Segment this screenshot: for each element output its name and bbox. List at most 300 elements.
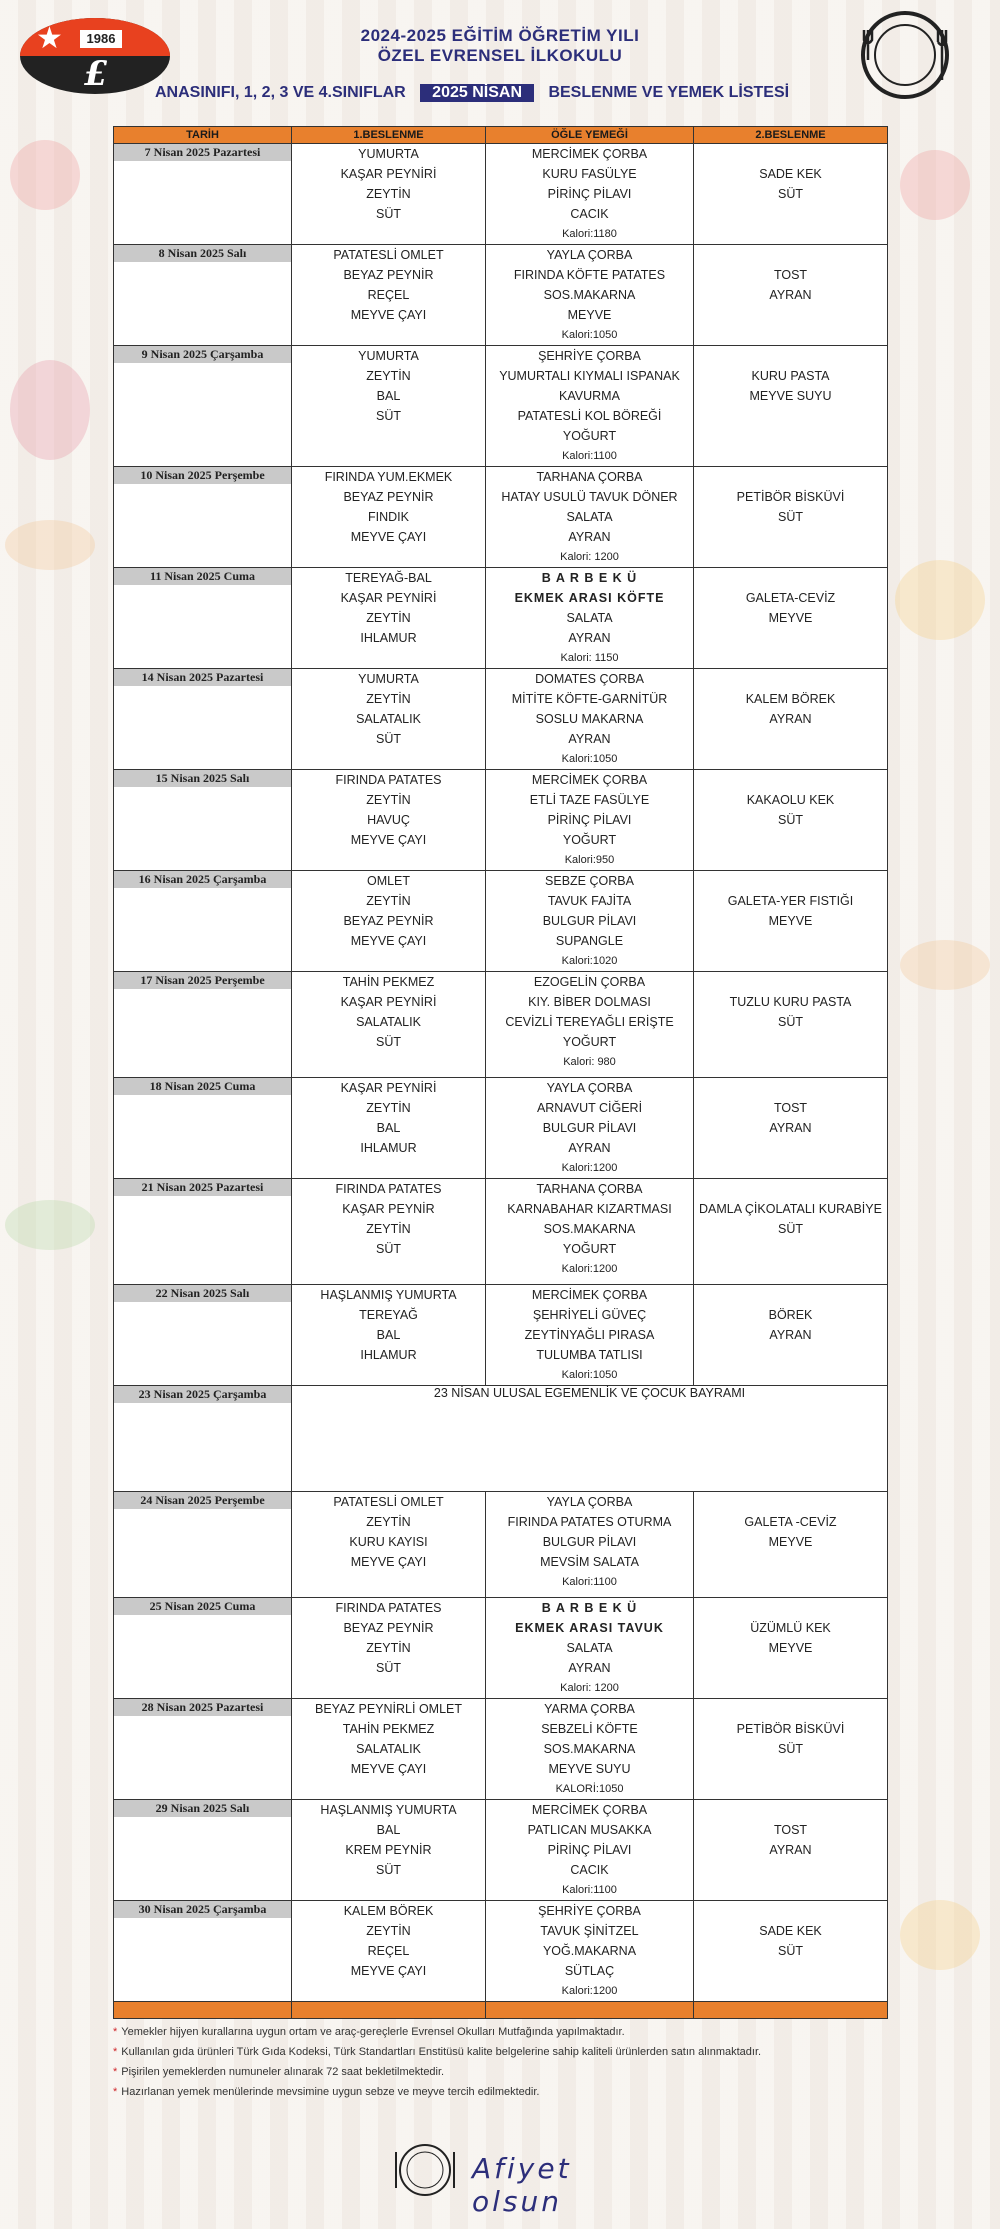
star-icon: ★	[36, 21, 63, 56]
snack-item: FINDIK	[368, 510, 409, 524]
subtitle-left: ANASINIFI, 1, 2, 3 VE 4.SINIFLAR	[155, 84, 406, 101]
lunch-item: ZEYTİNYAĞLI PIRASA	[524, 1328, 655, 1342]
table-row	[114, 1598, 888, 1699]
date-label: 22 Nisan 2025 Salı	[114, 1285, 291, 1302]
lunch-item: YOĞURT	[562, 1035, 617, 1049]
lunch-item: SÜTLAÇ	[564, 1964, 615, 1978]
date-label: 15 Nisan 2025 Salı	[114, 770, 291, 787]
snack-item: SÜT	[376, 732, 401, 746]
lunch-cell	[486, 245, 694, 346]
date-label: 8 Nisan 2025 Salı	[114, 245, 291, 262]
snack-item: KAŞAR PEYNİRİ	[340, 591, 437, 605]
snack-item: OMLET	[366, 874, 411, 888]
table-footer-row	[114, 2002, 888, 2019]
snack-item: ZEYTİN	[366, 793, 411, 807]
lunch-item: B A R B E K Ü	[541, 571, 638, 585]
second-snack-cell	[694, 1078, 888, 1179]
snack-item: ZEYTİN	[366, 1515, 411, 1529]
lunch-item: KIY. BİBER DOLMASI	[528, 995, 651, 1009]
afiyet-footer	[390, 2140, 670, 2218]
snack-item: BAL	[376, 389, 401, 403]
snack-item: MEYVE	[768, 1535, 813, 1549]
snack-item: ZEYTİN	[366, 894, 411, 908]
snack-item: MEYVE SUYU	[749, 389, 832, 403]
lunch-item: Kalori: 1200	[560, 1682, 619, 1694]
lunch-item: YAYLA ÇORBA	[546, 1081, 633, 1095]
table-row	[114, 245, 888, 346]
lunch-item: HATAY USULÜ TAVUK DÖNER	[501, 490, 678, 504]
snack-item: ZEYTİN	[366, 1222, 411, 1236]
snack-item: SÜT	[778, 1742, 803, 1756]
snack-item: KALEM BÖREK	[343, 1904, 434, 1918]
lunch-item: FIRINDA PATATES OTURMA	[507, 1515, 672, 1529]
lunch-cell	[486, 1598, 694, 1699]
date-label: 30 Nisan 2025 Çarşamba	[114, 1901, 291, 1918]
lunch-cell	[486, 1179, 694, 1285]
snack-item: KAKAOLU KEK	[746, 793, 835, 807]
notes	[113, 2022, 893, 2102]
date-label: 28 Nisan 2025 Pazartesi	[114, 1699, 291, 1716]
table-row	[114, 144, 888, 245]
lunch-item: Kalori: 980	[563, 1056, 616, 1068]
snack-item: SÜT	[778, 1015, 803, 1029]
first-snack-cell	[292, 1078, 486, 1179]
subtitle	[155, 84, 795, 106]
snack-item: SÜT	[376, 1035, 401, 1049]
lunch-item: PATATESLİ KOL BÖREĞİ	[517, 409, 662, 423]
lunch-item: SOS.MAKARNA	[543, 288, 636, 302]
note-item: * Yemekler hijyen kurallarına uygun ortam ve araç-gereçlerle Evrensel Okulları Mutfağında yapılmaktadır.	[113, 2026, 625, 2038]
lunch-cell	[486, 1901, 694, 2002]
date-cell	[114, 467, 292, 568]
header-date: TARİH	[114, 127, 292, 144]
lunch-cell	[486, 770, 694, 871]
snack-item: SÜT	[778, 510, 803, 524]
snack-item: AYRAN	[769, 1121, 812, 1135]
lunch-item: SUPANGLE	[555, 934, 624, 948]
snack-item: MEYVE ÇAYI	[350, 308, 427, 322]
date-cell	[114, 1386, 292, 1492]
second-snack-cell	[694, 568, 888, 669]
snack-item: IHLAMUR	[360, 631, 417, 645]
date-label: 17 Nisan 2025 Perşembe	[114, 972, 291, 989]
lunch-item: MİTİTE KÖFTE-GARNİTÜR	[511, 692, 668, 706]
lunch-item: YOĞURT	[562, 1242, 617, 1256]
table-row	[114, 972, 888, 1078]
snack-item: BAL	[376, 1823, 401, 1837]
snack-item: KAŞAR PEYNİR	[342, 1202, 435, 1216]
second-snack-cell	[694, 1598, 888, 1699]
deco-pepper	[5, 1200, 95, 1250]
lunch-item: KURU FASÜLYE	[542, 167, 637, 181]
snack-item: SÜT	[376, 409, 401, 423]
deco-bread	[5, 520, 95, 570]
snack-item: SÜT	[376, 1661, 401, 1675]
snack-item: MEYVE	[768, 1641, 813, 1655]
snack-item: GALETA-CEVİZ	[745, 591, 836, 605]
menu-table	[113, 126, 888, 2019]
title-line-1: 2024-2025 EĞİTİM ÖĞRETİM YILI	[360, 26, 640, 45]
table-row	[114, 346, 888, 467]
snack-item: PETİBÖR BİSKÜVİ	[736, 490, 845, 504]
lunch-item: YARMA ÇORBA	[544, 1702, 635, 1716]
lunch-item: ETLİ TAZE FASÜLYE	[529, 793, 650, 807]
lunch-item: Kalori:1050	[561, 753, 618, 765]
snack-item: KALEM BÖREK	[745, 692, 836, 706]
lunch-cell	[486, 144, 694, 245]
date-cell	[114, 1078, 292, 1179]
first-snack-cell	[292, 245, 486, 346]
lunch-cell	[486, 1699, 694, 1800]
table-row	[114, 467, 888, 568]
lunch-item: BULGUR PİLAVI	[542, 1121, 637, 1135]
second-snack-cell	[694, 1901, 888, 2002]
snack-item: MEYVE ÇAYI	[350, 1762, 427, 1776]
lunch-item: BULGUR PİLAVI	[542, 1535, 637, 1549]
snack-item: KAŞAR PEYNİRİ	[340, 1081, 437, 1095]
table-row	[114, 1492, 888, 1598]
table-row	[114, 1800, 888, 1901]
header-lunch: ÖĞLE YEMEĞİ	[486, 127, 694, 144]
snack-item: KREM PEYNİR	[345, 1843, 432, 1857]
date-cell	[114, 770, 292, 871]
snack-item: ZEYTİN	[366, 1101, 411, 1115]
snack-item: SÜT	[778, 1222, 803, 1236]
afiyet-text: Afiyet olsun	[472, 2152, 572, 2218]
lunch-cell	[486, 467, 694, 568]
deco-cherry	[10, 140, 80, 210]
lunch-item: ARNAVUT CİĞERİ	[536, 1101, 643, 1115]
lunch-item: CACIK	[570, 1863, 609, 1877]
snack-item: GALETA-YER FISTIĞI	[727, 894, 854, 908]
lunch-item: Kalori:1100	[562, 1576, 617, 1588]
snack-item: FIRINDA YUM.EKMEK	[324, 470, 453, 484]
lunch-cell	[486, 1492, 694, 1598]
snack-item: PATATESLİ OMLET	[333, 248, 444, 262]
table-header-row	[114, 127, 888, 144]
lunch-item: EKMEK ARASI TAVUK	[515, 1621, 664, 1635]
date-label: 11 Nisan 2025 Cuma	[114, 568, 291, 585]
lunch-item: Kalori:1200	[561, 1263, 618, 1275]
date-label: 25 Nisan 2025 Cuma	[114, 1598, 291, 1615]
snack-item: FIRINDA PATATES	[335, 1182, 442, 1196]
header	[0, 0, 1000, 120]
lunch-item: Kalori:1200	[561, 1162, 618, 1174]
snack-item: DAMLA ÇİKOLATALI KURABİYE	[699, 1202, 882, 1216]
lunch-item: YAYLA ÇORBA	[546, 248, 633, 262]
snack-item: BEYAZ PEYNİRLİ OMLET	[314, 1702, 463, 1716]
lunch-item: Kalori:1100	[562, 1884, 617, 1896]
snack-item: ZEYTİN	[366, 611, 411, 625]
lunch-item: Kalori:1050	[561, 329, 618, 341]
date-cell	[114, 1492, 292, 1598]
lunch-item: TARHANA ÇORBA	[536, 1182, 643, 1196]
snack-item: BEYAZ PEYNİR	[343, 268, 434, 282]
snack-item: HAŞLANMIŞ YUMURTA	[320, 1803, 457, 1817]
snack-item: SÜT	[376, 1863, 401, 1877]
lunch-item: MEYVE SUYU	[548, 1762, 631, 1776]
lunch-cell	[486, 568, 694, 669]
table-row	[114, 568, 888, 669]
lunch-item: SOS.MAKARNA	[543, 1222, 636, 1236]
subtitle-right: BESLENME VE YEMEK LİSTESİ	[548, 84, 790, 101]
first-snack-cell	[292, 972, 486, 1078]
lunch-cell	[486, 669, 694, 770]
first-snack-cell	[292, 1285, 486, 1386]
snack-item: ZEYTİN	[366, 187, 411, 201]
snack-item: IHLAMUR	[360, 1141, 417, 1155]
lunch-item: MERCİMEK ÇORBA	[531, 147, 648, 161]
snack-item: MEYVE ÇAYI	[350, 530, 427, 544]
deco-cherry-right	[900, 150, 970, 220]
note-item: * Hazırlanan yemek menülerinde mevsimine uygun sebze ve meyve tercih edilmektedir.	[113, 2086, 540, 2098]
first-snack-cell	[292, 1492, 486, 1598]
date-cell	[114, 1598, 292, 1699]
snack-item: AYRAN	[769, 1843, 812, 1857]
lunch-item: ŞEHRİYE ÇORBA	[538, 349, 641, 363]
date-label: 23 Nisan 2025 Çarşamba	[114, 1386, 291, 1403]
lunch-item: Kalori:950	[564, 854, 615, 866]
date-cell	[114, 1800, 292, 1901]
lunch-item: PİRİNÇ PİLAVI	[547, 813, 632, 827]
snack-item: REÇEL	[367, 288, 410, 302]
deco-cheese	[895, 560, 985, 640]
lunch-item: ŞEHRİYELİ GÜVEÇ	[532, 1308, 647, 1322]
snack-item: MEYVE ÇAYI	[350, 934, 427, 948]
lunch-item: MERCİMEK ÇORBA	[531, 1288, 648, 1302]
snack-item: ZEYTİN	[366, 1641, 411, 1655]
first-snack-cell	[292, 669, 486, 770]
lunch-item: YAYLA ÇORBA	[546, 1495, 633, 1509]
snack-item: GALETA -CEVİZ	[744, 1515, 837, 1529]
snack-item: ZEYTİN	[366, 692, 411, 706]
school-logo	[20, 18, 170, 94]
snack-item: KAŞAR PEYNİRİ	[340, 167, 437, 181]
second-snack-cell	[694, 1285, 888, 1386]
lunch-cell	[486, 1800, 694, 1901]
lunch-cell	[486, 972, 694, 1078]
deco-beet	[10, 360, 90, 460]
logo-letter: £	[84, 54, 108, 94]
date-label: 24 Nisan 2025 Perşembe	[114, 1492, 291, 1509]
header-second-snack: 2.BESLENME	[694, 127, 888, 144]
lunch-item: Kalori: 1200	[560, 551, 619, 563]
snack-item: IHLAMUR	[360, 1348, 417, 1362]
subtitle-month: 2025 NİSAN	[420, 84, 534, 102]
lunch-item: KALORİ:1050	[555, 1783, 624, 1795]
snack-item: YUMURTA	[358, 672, 419, 686]
snack-item: SADE KEK	[759, 167, 822, 181]
lunch-item: SALATA	[566, 611, 613, 625]
snack-item: TAHİN PEKMEZ	[342, 975, 435, 989]
lunch-item: Kalori:1020	[561, 955, 618, 967]
snack-item: SÜT	[778, 813, 803, 827]
snack-item: SÜT	[376, 1242, 401, 1256]
first-snack-cell	[292, 1179, 486, 1285]
table-row	[114, 669, 888, 770]
second-snack-cell	[694, 972, 888, 1078]
table-row	[114, 871, 888, 972]
date-cell	[114, 144, 292, 245]
snack-item: AYRAN	[769, 288, 812, 302]
lunch-item: B A R B E K Ü	[541, 1601, 638, 1615]
table-row	[114, 770, 888, 871]
snack-item: SÜT	[376, 207, 401, 221]
second-snack-cell	[694, 467, 888, 568]
snack-item: TOST	[773, 268, 808, 282]
table-row	[114, 1285, 888, 1386]
first-snack-cell	[292, 568, 486, 669]
header-first-snack: 1.BESLENME	[292, 127, 486, 144]
snack-item: YUMURTA	[358, 147, 419, 161]
lunch-item: AYRAN	[568, 530, 611, 544]
snack-item: TUZLU KURU PASTA	[729, 995, 852, 1009]
first-snack-cell	[292, 770, 486, 871]
lunch-cell	[486, 871, 694, 972]
table-row	[114, 1901, 888, 2002]
title-line-2: ÖZEL EVRENSEL İLKOKULU	[377, 46, 623, 65]
snack-item: SÜT	[778, 187, 803, 201]
snack-item: BAL	[376, 1121, 401, 1135]
snack-item: KAŞAR PEYNİRİ	[340, 995, 437, 1009]
lunch-item: YOĞ.MAKARNA	[542, 1944, 637, 1958]
date-cell	[114, 1285, 292, 1386]
lunch-item: CEVİZLİ TEREYAĞLI ERİŞTE	[505, 1015, 674, 1029]
lunch-item: TULUMBA TATLISI	[536, 1348, 643, 1362]
snack-item: BEYAZ PEYNİR	[343, 1621, 434, 1635]
lunch-item: SOSLU MAKARNA	[535, 712, 644, 726]
snack-item: AYRAN	[769, 712, 812, 726]
lunch-item: SALATA	[566, 510, 613, 524]
first-snack-cell	[292, 1800, 486, 1901]
date-label: 10 Nisan 2025 Perşembe	[114, 467, 291, 484]
snack-item: KURU KAYISI	[349, 1535, 428, 1549]
snack-item: TEREYAĞ	[359, 1308, 418, 1322]
first-snack-cell	[292, 1901, 486, 2002]
plate-icon	[390, 2140, 460, 2200]
lunch-item: Kalori:1050	[561, 1369, 618, 1381]
lunch-item: SEBZE ÇORBA	[545, 874, 634, 888]
second-snack-cell	[694, 1800, 888, 1901]
second-snack-cell	[694, 1699, 888, 1800]
snack-item: HAŞLANMIŞ YUMURTA	[320, 1288, 457, 1302]
date-label: 21 Nisan 2025 Pazartesi	[114, 1179, 291, 1196]
snack-item: FIRINDA PATATES	[335, 1601, 442, 1615]
first-snack-cell	[292, 1699, 486, 1800]
second-snack-cell	[694, 770, 888, 871]
date-label: 29 Nisan 2025 Salı	[114, 1800, 291, 1817]
lunch-item: FIRINDA KÖFTE PATATES	[513, 268, 666, 282]
lunch-item: Kalori:1200	[561, 1985, 618, 1997]
lunch-item: SALATA	[566, 1641, 613, 1655]
lunch-item: EZOGELİN ÇORBA	[533, 975, 646, 989]
date-cell	[114, 1901, 292, 2002]
lunch-item: PİRİNÇ PİLAVI	[547, 1843, 632, 1857]
snack-item: SÜT	[778, 1944, 803, 1958]
table-row	[114, 1179, 888, 1285]
snack-item: SALATALIK	[356, 1742, 421, 1756]
snack-item: SALATALIK	[356, 1015, 421, 1029]
first-snack-cell	[292, 1598, 486, 1699]
date-cell	[114, 1179, 292, 1285]
snack-item: REÇEL	[367, 1944, 410, 1958]
lunch-item: YOĞURT	[562, 833, 617, 847]
second-snack-cell	[694, 669, 888, 770]
snack-item: PATATESLİ OMLET	[333, 1495, 444, 1509]
menu-body	[114, 144, 888, 2002]
lunch-item: YUMURTALI KIYMALI ISPANAK	[499, 369, 680, 383]
table-row	[114, 1699, 888, 1800]
plate-cutlery-icon	[860, 10, 950, 100]
snack-item: SADE KEK	[759, 1924, 822, 1938]
first-snack-cell	[292, 467, 486, 568]
date-cell	[114, 871, 292, 972]
snack-item: AYRAN	[769, 1328, 812, 1342]
lunch-item: AYRAN	[568, 732, 611, 746]
lunch-item: PATLICAN MUSAKKA	[527, 1823, 652, 1837]
snack-item: TEREYAĞ-BAL	[345, 571, 432, 585]
second-snack-cell	[694, 1492, 888, 1598]
date-label: 16 Nisan 2025 Çarşamba	[114, 871, 291, 888]
lunch-item: TARHANA ÇORBA	[536, 470, 643, 484]
snack-item: YUMURTA	[358, 349, 419, 363]
date-cell	[114, 972, 292, 1078]
lunch-item: MEVSİM SALATA	[540, 1555, 639, 1569]
lunch-item: MEYVE	[567, 308, 612, 322]
snack-item: BEYAZ PEYNİR	[343, 490, 434, 504]
date-cell	[114, 346, 292, 467]
lunch-item: YOĞURT	[562, 429, 617, 443]
deco-bread-right	[900, 940, 990, 990]
second-snack-cell	[694, 245, 888, 346]
deco-cheese-bottom	[900, 1900, 980, 1970]
date-cell	[114, 669, 292, 770]
snack-item: TAHİN PEKMEZ	[342, 1722, 435, 1736]
date-cell	[114, 245, 292, 346]
date-label: 7 Nisan 2025 Pazartesi	[114, 144, 291, 161]
date-label: 14 Nisan 2025 Pazartesi	[114, 669, 291, 686]
second-snack-cell	[694, 144, 888, 245]
lunch-item: BULGUR PİLAVI	[542, 914, 637, 928]
snack-item: BÖREK	[768, 1308, 813, 1322]
snack-item: MEYVE ÇAYI	[350, 1964, 427, 1978]
second-snack-cell	[694, 871, 888, 972]
date-cell	[114, 1699, 292, 1800]
lunch-item: Kalori:1100	[562, 450, 617, 462]
snack-item: PETİBÖR BİSKÜVİ	[736, 1722, 845, 1736]
snack-item: HAVUÇ	[367, 813, 410, 827]
snack-item: TOST	[773, 1823, 808, 1837]
lunch-item: MERCİMEK ÇORBA	[531, 1803, 648, 1817]
second-snack-cell	[694, 1179, 888, 1285]
snack-item: ZEYTİN	[366, 1924, 411, 1938]
snack-item: TOST	[773, 1101, 808, 1115]
lunch-cell	[486, 1285, 694, 1386]
snack-item: MEYVE	[768, 611, 813, 625]
lunch-item: Kalori:1180	[562, 228, 617, 240]
lunch-item: KAVURMA	[559, 389, 620, 403]
date-label: 18 Nisan 2025 Cuma	[114, 1078, 291, 1095]
lunch-item: TAVUK ŞİNİTZEL	[540, 1924, 639, 1938]
date-cell	[114, 568, 292, 669]
lunch-item: AYRAN	[568, 1661, 611, 1675]
lunch-item: Kalori: 1150	[560, 652, 619, 664]
lunch-item: TAVUK FAJİTA	[547, 894, 632, 908]
lunch-item: AYRAN	[568, 1141, 611, 1155]
snack-item: BEYAZ PEYNİR	[343, 914, 434, 928]
first-snack-cell	[292, 144, 486, 245]
snack-item: ZEYTİN	[366, 369, 411, 383]
